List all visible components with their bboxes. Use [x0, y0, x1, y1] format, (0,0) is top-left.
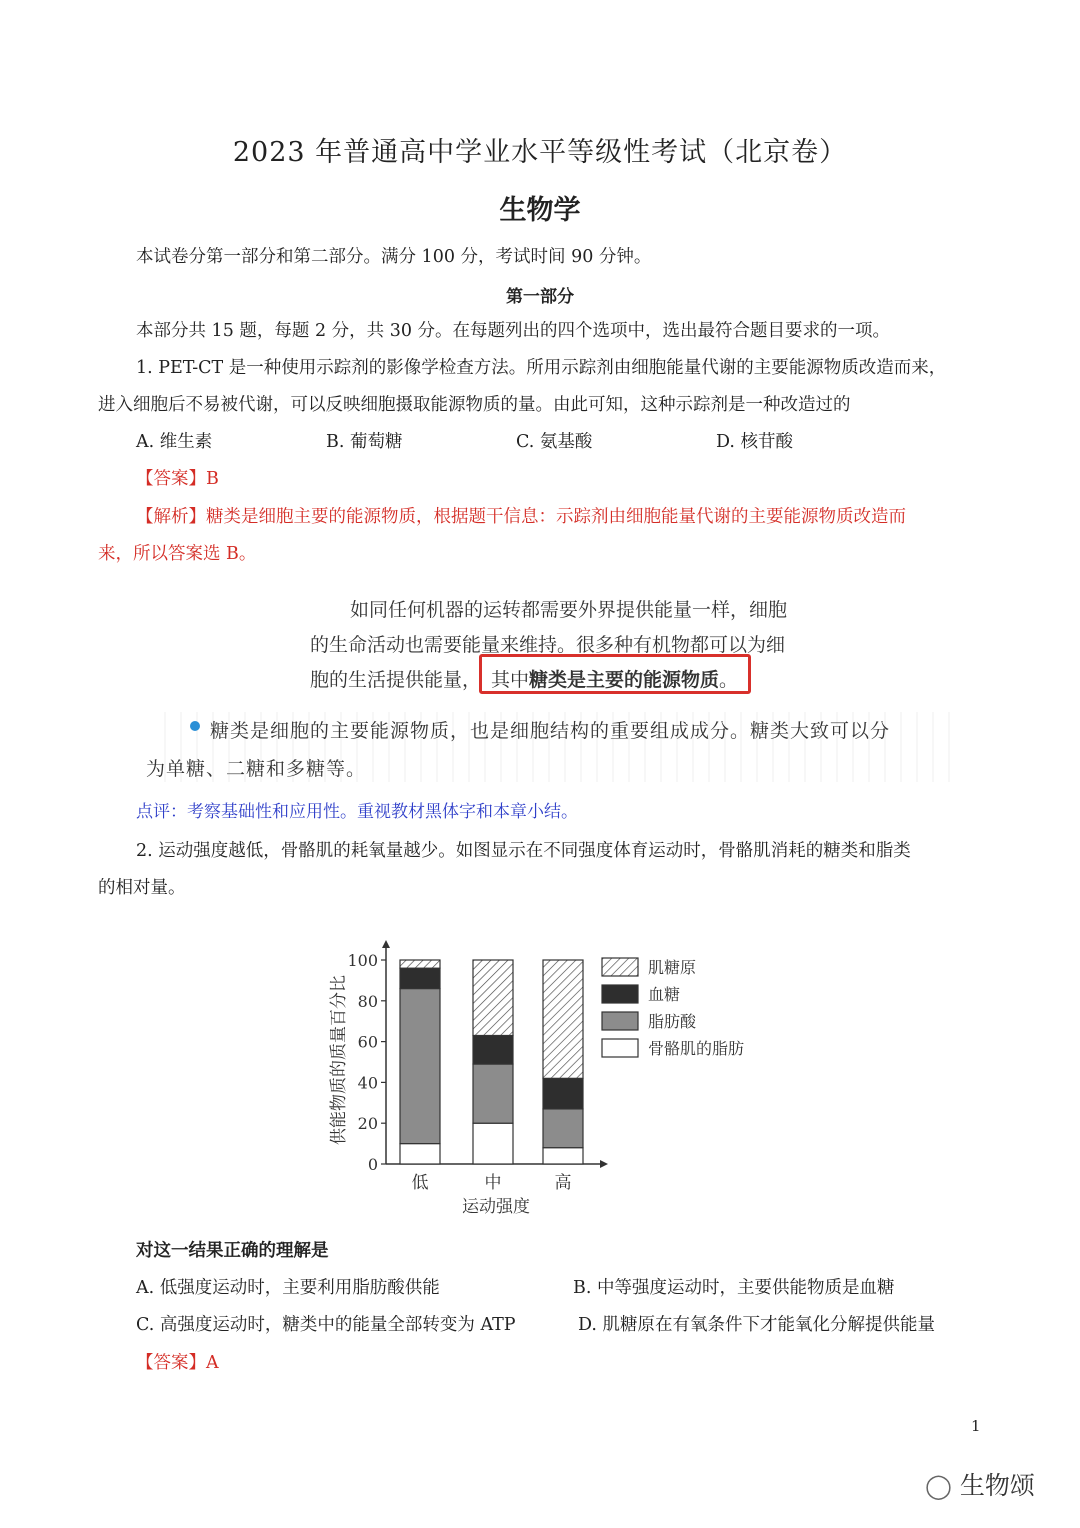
- q1-analysis-line1: [136, 506, 906, 528]
- x-tick-label: 高: [554, 1173, 572, 1193]
- bar-segment: [400, 960, 440, 968]
- q2-option-d: D. 肌糖原在有氧条件下才能氧化分解提供能量: [578, 1315, 936, 1335]
- q1-option-a: A. 维生素: [136, 432, 213, 452]
- q1-option-b: B. 葡萄糖: [326, 432, 403, 452]
- q1-answer: [136, 468, 219, 490]
- q2-option-b: B. 中等强度运动时，主要供能物质是血糖: [573, 1278, 895, 1298]
- excerpt-highlight-text: 糖类是主要的能源物质: [529, 669, 720, 691]
- y-tick-label: 20: [357, 1114, 378, 1134]
- analysis-text: 糖类是细胞主要的能源物质，根据题干信息：示踪剂由细胞能量代谢的主要能源物质改造而: [206, 507, 906, 527]
- excerpt-line2: 的生命活动也需要能量来维持。很多种有机物都可以为细: [310, 634, 786, 656]
- y-axis-arrow: [382, 940, 390, 948]
- q1-option-d: D. 核苷酸: [716, 432, 794, 452]
- q1-stem-line1: 1. PET-CT 是一种使用示踪剂的影像学检查方法。所用示踪剂由细胞能量代谢的主要能源物质改造而来，: [136, 358, 947, 378]
- wechat-icon: ◯: [925, 1472, 952, 1500]
- legend-label: 肌糖原: [648, 958, 697, 977]
- excerpt-line3-end: 。: [719, 669, 739, 691]
- excerpt-line3-qizhong: 其中: [491, 669, 530, 691]
- legend-label: 脂肪酸: [648, 1012, 697, 1031]
- legend-swatch: [602, 958, 638, 976]
- subject-title: 生物学: [499, 195, 581, 226]
- x-axis-label: 运动强度: [462, 1197, 530, 1217]
- bar-segment: [400, 968, 440, 988]
- bar-segment: [473, 960, 513, 1035]
- bar-segment: [543, 960, 583, 1078]
- q2-question: 对这一结果正确的理解是: [136, 1241, 329, 1261]
- part-heading: 第一部分: [506, 287, 574, 307]
- q1-analysis-line2: 来，所以答案选 B。: [98, 544, 257, 564]
- highlight-box: [479, 654, 751, 694]
- exam-title: 2023 年普通高中学业水平等级性考试（北京卷）: [232, 137, 848, 168]
- intro-text: 本试卷分第一部分和第二部分。满分 100 分，考试时间 90 分钟。: [136, 247, 652, 267]
- excerpt-line3-start: 胞的生活提供能量，: [310, 669, 482, 691]
- watermark-text: 生物颂: [959, 1471, 1035, 1500]
- y-tick-label: 60: [357, 1032, 378, 1052]
- legend-label: 血糖: [648, 985, 681, 1004]
- y-tick-label: 100: [347, 951, 378, 970]
- bar-segment: [473, 1035, 513, 1064]
- watermark: [925, 1466, 1035, 1502]
- bar-segment: [543, 1078, 583, 1109]
- page-number: 1: [971, 1417, 981, 1435]
- excerpt-line1: 如同任何机器的运转都需要外界提供能量一样，细胞: [350, 599, 788, 621]
- bar-segment: [543, 1109, 583, 1148]
- y-tick-label: 80: [357, 991, 378, 1011]
- bar-segment: [400, 989, 440, 1144]
- bullet-line2: 为单糖、二糖和多糖等。: [146, 758, 367, 780]
- y-tick-label: 40: [357, 1073, 378, 1093]
- q2-option-a: A. 低强度运动时，主要利用脂肪酸供能: [136, 1278, 440, 1298]
- bullet-icon: [190, 721, 200, 731]
- bar-segment: [473, 1064, 513, 1123]
- y-axis-label: 供能物质的质量百分比: [329, 975, 349, 1145]
- q1-stem-line2: 进入细胞后不易被代谢，可以反映细胞摄取能源物质的量。由此可知，这种示踪剂是一种改造过的: [98, 395, 851, 415]
- x-tick-label: 中: [484, 1173, 502, 1193]
- part-instructions: 本部分共 15 题，每题 2 分，共 30 分。在每题列出的四个选项中，选出最符合题目要求的一项。: [136, 321, 891, 341]
- bar-segment: [543, 1148, 583, 1164]
- energy-chart: [300, 930, 800, 1230]
- bar-segment: [473, 1123, 513, 1164]
- bar-segment: [400, 1144, 440, 1164]
- legend-swatch: [602, 985, 638, 1003]
- legend-swatch: [602, 1039, 638, 1057]
- q2-stem-line1: 2. 运动强度越低，骨骼肌的耗氧量越少。如图显示在不同强度体育运动时，骨骼肌消耗的糖类和脂类: [136, 841, 911, 861]
- bullet-line1: 糖类是细胞的主要能源物质，也是细胞结构的重要组成成分。糖类大致可以分: [210, 720, 891, 742]
- answer-label: 【答案】: [136, 469, 206, 489]
- legend-label: 骨骼肌的脂肪: [648, 1039, 745, 1058]
- y-tick-label: 0: [367, 1155, 378, 1174]
- answer-value: B: [206, 469, 219, 489]
- x-tick-label: 低: [411, 1173, 429, 1193]
- q2-answer: [136, 1352, 219, 1374]
- q2-option-c: C. 高强度运动时，糖类中的能量全部转变为 ATP: [136, 1315, 516, 1335]
- answer-value: A: [206, 1353, 219, 1373]
- analysis-label: 【解析】: [136, 507, 206, 527]
- legend-swatch: [602, 1012, 638, 1030]
- q2-stem-line2: 的相对量。: [98, 878, 186, 898]
- x-axis-arrow: [600, 1160, 608, 1168]
- q1-comment: 点评：考察基础性和应用性。重视教材黑体字和本章小结。: [136, 802, 578, 822]
- answer-label: 【答案】: [136, 1353, 206, 1373]
- q1-option-c: C. 氨基酸: [516, 432, 593, 452]
